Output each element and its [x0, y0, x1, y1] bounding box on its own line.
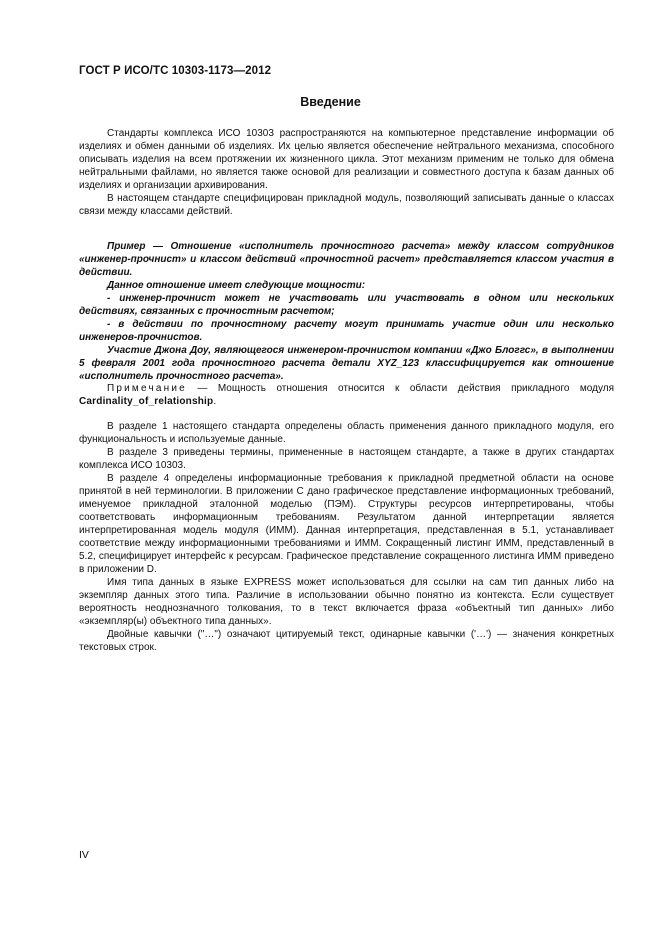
section-paragraph: Двойные кавычки ("…") означают цитируемый текст, одинарные кавычки ('…') — значения конкретных текстовых строк.	[79, 629, 614, 653]
example-paragraph: - в действии по прочностному расчету могут принимать участие один или несколько инженеров-прочнистов.	[79, 319, 614, 343]
note-text: — Мощность отношения относится к области действия прикладного модуля	[197, 383, 614, 394]
document-header: ГОСТ Р ИСО/ТС 10303-1173—2012	[79, 65, 272, 77]
section-title: Введение	[300, 95, 361, 109]
intro-block	[79, 127, 614, 218]
section-paragraph: В разделе 3 приведены термины, примененные в настоящем стандарте, а также в других стандартах комплекса ИСО 10303.	[79, 447, 614, 471]
section-paragraph: В разделе 4 определены информационные требования к прикладной предметной области на основе принятой в ней терминологии. В приложении С дано графическое представление информационных требований, именуемое прикладной эталонной моделью (ПЭМ). Структуры ресурсов интерпретированы, чтобы соответствовать информационным требованиям. Результатом данной интерпретации является интерпретированная модель модуля (ИММ). Данная интерпретация, представленная в 5.1, устанавливает соответствие между информационными требованиями и ИММ. Сокращенный листинг ИММ, представленный в 5.2, специфицирует интерфейс к ресурсам. Графическое представление сокращенного листинга ИММ приведено в приложении D.	[79, 473, 614, 575]
note-block	[79, 382, 614, 408]
note-end: .	[213, 396, 217, 407]
example-paragraph: Пример — Отношение «исполнитель прочностного расчета» между классом сотрудников «инженер-прочнист» и классом действий «прочностной расчет» представляется классом участия в действии.	[79, 241, 614, 278]
page-number: IV	[79, 849, 89, 861]
section-paragraph: Имя типа данных в языке EXPRESS может использоваться для ссылки на сам тип данных либо на экземпляр данных этого типа. Различие в использовании обычно понятно из контекста. Если существует вероятность неоднозначного толкования, то в текст включается фраза «объектный тип данных» либо «экземпляр(ы) объектного типа данных».	[79, 577, 614, 627]
intro-paragraph: В настоящем стандарте специфицирован прикладной модуль, позволяющий записывать данные о классах связи между классами действий.	[79, 193, 614, 217]
example-paragraph: Данное отношение имеет следующие мощности:	[107, 280, 366, 291]
note-label: Примечание	[107, 383, 187, 394]
note-paragraph	[79, 382, 614, 408]
intro-paragraph: Стандарты комплекса ИСО 10303 распространяются на компьютерное представление информации об изделиях и обмен данными об изделиях. Их целью является обеспечение нейтрального механизма, способного описывать изделия на всем протяжении их жизненного цикла. Этот механизм применим не только для обмена нейтральными файлами, но является также основой для реализации и совместного доступа к базам данных об изделиях и организации архивирования.	[79, 128, 614, 191]
example-paragraph: - инженер-прочнист может не участвовать или участвовать в одном или нескольких действиях, связанных с прочностным расчетом;	[79, 293, 614, 317]
example-paragraph: Участие Джона Доу, являющегося инженером-прочнистом компании «Джо Блоггс», в выполнении 5 февраля 2001 года прочностного расчета детали XYZ_123 классифицируется как отношение «исполнитель прочностного расчета».	[79, 345, 614, 382]
note-term: Cardinality_of_relationship	[79, 396, 214, 407]
section-paragraph: В разделе 1 настоящего стандарта определены область применения данного прикладного модуля, его функциональность и используемые данные.	[79, 421, 614, 445]
example-block	[79, 240, 614, 383]
sections-block	[79, 420, 614, 654]
